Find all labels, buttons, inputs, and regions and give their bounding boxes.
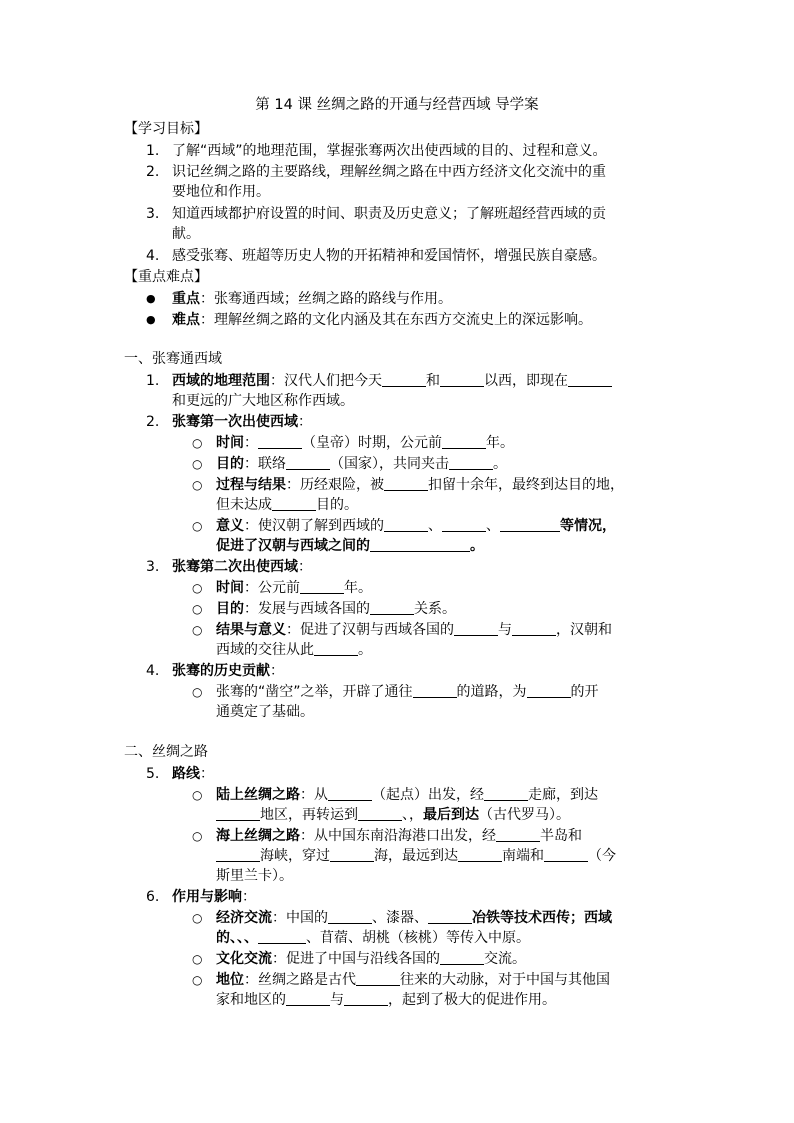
objective-number: 2. (146, 164, 160, 180)
sub-item-time (192, 434, 514, 454)
sub-item-text: 、， (402, 807, 423, 823)
fill-blank[interactable] (442, 434, 486, 449)
fill-blank[interactable] (216, 847, 260, 862)
item-text: ： (242, 889, 256, 905)
sub-item-text: 关系。 (414, 601, 456, 617)
section-1-heading: 一、张骞通西域 (124, 351, 222, 367)
item-text: ：汉代人们把今天 (270, 373, 382, 389)
fill-blank[interactable] (258, 929, 306, 944)
fill-blank[interactable] (544, 847, 588, 862)
item-label: 张骞第一次出使西域 (172, 414, 298, 430)
sub-item-text: ： (244, 435, 258, 451)
fill-blank[interactable] (356, 971, 400, 986)
sub-item-label: 时间 (216, 580, 244, 596)
sub-item-label: 时间 (216, 435, 244, 451)
fill-blank[interactable] (370, 600, 414, 615)
item-5 (146, 765, 214, 785)
fill-blank[interactable] (258, 434, 302, 449)
sub-item-text: 往来的大动脉，对于中国与其他国 (400, 972, 610, 988)
sub-item-text: 。 (493, 456, 507, 472)
sub-item-text: 半岛和 (540, 828, 582, 844)
sub-item-text: ：促进了中国与沿线各国的 (272, 951, 440, 967)
circle-bullet-icon: ○ (192, 457, 203, 471)
sub-item-text: 最后到达 (423, 807, 479, 823)
fill-blank[interactable] (272, 496, 316, 511)
circle-bullet-icon: ○ (192, 602, 203, 616)
sub-item-text: 地区，再转运到 (260, 807, 358, 823)
sub-item-text: 南端和 (502, 848, 544, 864)
sub-item-meaning-continued (216, 537, 484, 557)
fill-blank[interactable] (382, 372, 426, 387)
sub-item-text: 扣留十余年，最终到达目的地， (428, 477, 624, 493)
item-number: 5. (146, 766, 160, 782)
fill-blank[interactable] (413, 683, 457, 698)
item-label: 作用与影响 (172, 889, 242, 905)
fill-blank[interactable] (454, 621, 498, 636)
item-6 (146, 888, 256, 908)
circle-bullet-icon: ○ (192, 829, 203, 843)
fill-blank[interactable] (496, 827, 540, 842)
objective-text: 知道西域都护府设置的时间、职责及历史意义；了解班超经营西域的贡 (172, 206, 606, 222)
objective-1 (146, 142, 607, 162)
item-number: 4. (146, 663, 160, 679)
item-text: ： (298, 414, 312, 430)
sub-item-text: ，起到了极大的促进作用。 (388, 992, 556, 1008)
fill-blank[interactable] (328, 786, 372, 801)
sub-item-text: 、漆器、 (372, 910, 428, 926)
sub-item-result-2 (192, 621, 612, 641)
sub-item-text: ：使汉朝了解到西域的 (244, 518, 384, 534)
sub-item-contribution (192, 683, 599, 703)
fill-blank[interactable] (458, 847, 502, 862)
circle-bullet-icon: ○ (192, 519, 203, 533)
item-text: 和 (426, 373, 440, 389)
sub-item-text: ：丝绸之路是古代 (244, 972, 356, 988)
sub-item-text: ：公元前 (244, 580, 300, 596)
sub-item-contribution-continued: 通奠定了基础。 (216, 704, 314, 720)
sub-item-text: 。 (358, 642, 372, 658)
sub-item-cultural-exchange (192, 950, 526, 970)
item-4 (146, 662, 284, 682)
item-text: ： (200, 766, 214, 782)
sub-item-text: 的、、、 (216, 930, 258, 946)
item-text: ： (298, 559, 312, 575)
objective-2-continued: 要地位和作用。 (172, 184, 270, 200)
objective-number: 4. (146, 248, 160, 264)
item-label: 张骞的历史贡献 (172, 663, 270, 679)
sub-item-label: 文化交流 (216, 951, 272, 967)
item-label: 路线 (172, 766, 200, 782)
sub-item-text: 但未达成 (216, 497, 272, 513)
circle-bullet-icon: ○ (192, 911, 203, 925)
section-2-heading: 二、丝绸之路 (124, 744, 208, 760)
sub-item-land-route-continued (216, 806, 570, 826)
sub-item-text: 家和地区的 (216, 992, 286, 1008)
sub-item-text: （古代罗马）。 (479, 807, 570, 823)
sub-item-text: 走廊，到达 (528, 787, 598, 803)
sub-item-text: ：促进了汉朝与西域各国的 (286, 622, 454, 638)
objective-2 (146, 163, 606, 183)
objectives-heading: 【学习目标】 (124, 121, 208, 137)
sub-item-text: ：历经艰险，被 (286, 477, 384, 493)
sub-item-sea-route-continued (216, 847, 616, 867)
fill-blank[interactable] (328, 909, 372, 924)
sub-item-land-route (192, 786, 598, 806)
fill-blank[interactable] (358, 806, 402, 821)
keypoint-1 (146, 290, 452, 310)
sub-item-result-2-continued (216, 641, 372, 661)
item-label: 张骞第二次出使西域 (172, 559, 298, 575)
objective-text: 感受张骞、班超等历史人物的开拓精神和爱国情怀，增强民族自豪感。 (172, 248, 606, 264)
item-number: 1. (146, 373, 160, 389)
fill-blank[interactable] (286, 991, 330, 1006)
fill-blank[interactable] (527, 683, 571, 698)
sub-item-text: ：从中国东南沿海港口出发，经 (300, 828, 496, 844)
fill-blank[interactable] (314, 641, 358, 656)
item-number: 2. (146, 414, 160, 430)
fill-blank[interactable] (286, 455, 330, 470)
fill-blank[interactable] (216, 806, 260, 821)
keypoint-label: 重点 (172, 291, 200, 307)
fill-blank[interactable] (300, 579, 344, 594)
keypoint-text: ：张骞通西域；丝绸之路的路线与作用。 (200, 291, 452, 307)
sub-item-text: 、 (428, 518, 442, 534)
sub-item-purpose-2 (192, 600, 456, 620)
fill-blank[interactable] (428, 909, 472, 924)
item-text: 以西，即现在 (484, 373, 568, 389)
sub-item-text: 。 (470, 538, 484, 554)
circle-bullet-icon: ○ (192, 952, 203, 966)
sub-item-text: 与 (498, 622, 512, 638)
sub-item-text: （今 (588, 848, 616, 864)
keypoint-text: ：理解丝绸之路的文化内涵及其在东西方交流史上的深远影响。 (200, 312, 592, 328)
sub-item-label: 陆上丝绸之路 (216, 787, 300, 803)
sub-item-text: 冶铁等技术西传；西域 (472, 910, 612, 926)
fill-blank[interactable] (442, 517, 486, 532)
sub-item-text: （起点）出发，经 (372, 787, 484, 803)
circle-bullet-icon: ○ (192, 623, 203, 637)
sub-item-text: 与 (330, 992, 344, 1008)
circle-bullet-icon: ○ (192, 973, 203, 987)
sub-item-label: 意义 (216, 518, 244, 534)
item-number: 6. (146, 889, 160, 905)
sub-item-label: 目的 (216, 601, 244, 617)
objective-number: 3. (146, 206, 160, 222)
keypoint-2 (146, 311, 592, 331)
circle-bullet-icon: ○ (192, 788, 203, 802)
sub-item-label: 结果与意义 (216, 622, 286, 638)
sub-item-status (192, 971, 610, 991)
circle-bullet-icon: ○ (192, 581, 203, 595)
sub-item-text: 张骞的“凿空”之举，开辟了通往 (216, 684, 413, 700)
fill-blank[interactable] (568, 372, 612, 387)
sub-item-status-continued (216, 991, 556, 1011)
sub-item-text: ：从 (300, 787, 328, 803)
sub-item-sea-route-continued-2: 斯里兰卡）。 (216, 868, 293, 884)
item-number: 3. (146, 559, 160, 575)
sub-item-label: 目的 (216, 456, 244, 472)
sub-item-text: 交流。 (484, 951, 526, 967)
objective-3 (146, 205, 606, 225)
fill-blank[interactable] (484, 786, 528, 801)
sub-item-time-2 (192, 579, 372, 599)
keypoints-heading: 【重点难点】 (124, 269, 208, 285)
sub-item-text: 促进了汉朝与西域之间的 (216, 538, 370, 554)
sub-item-meaning (192, 517, 616, 537)
objective-text: 了解“西域”的地理范围，掌握张骞两次出使西域的目的、过程和意义。 (172, 143, 607, 159)
fill-blank[interactable] (384, 517, 428, 532)
sub-item-text: 目的。 (316, 497, 358, 513)
fill-blank[interactable] (500, 517, 560, 532)
item-3 (146, 558, 312, 578)
sub-item-text: （皇帝）时期，公元前 (302, 435, 442, 451)
sub-item-text: 、苜蓿、胡桃（核桃）等传入中原。 (306, 930, 530, 946)
item-text: ： (270, 663, 284, 679)
sub-item-label: 地位 (216, 972, 244, 988)
sub-item-label: 经济交流 (216, 910, 272, 926)
fill-blank[interactable] (512, 621, 556, 636)
sub-item-text: 西域的交往从此 (216, 642, 314, 658)
sub-item-text: 的道路，为 (456, 684, 527, 700)
sub-item-text: ，汉朝和 (556, 622, 612, 638)
sub-item-text: 等情况， (560, 518, 616, 534)
fill-blank[interactable] (449, 455, 493, 470)
page-title: 第 14 课 丝绸之路的开通与经营西域 导学案 (255, 97, 539, 113)
fill-blank[interactable] (370, 537, 470, 552)
keypoint-label: 难点 (172, 312, 200, 328)
item-1 (146, 372, 612, 392)
sub-item-text: 年。 (344, 580, 372, 596)
sub-item-sea-route (192, 827, 582, 847)
fill-blank[interactable] (330, 847, 374, 862)
fill-blank[interactable] (440, 950, 484, 965)
objective-4 (146, 247, 606, 267)
sub-item-purpose (192, 455, 507, 475)
fill-blank[interactable] (440, 372, 484, 387)
circle-bullet-icon: ○ (192, 478, 203, 492)
sub-item-process (192, 476, 624, 496)
item-1-continued: 和更远的广大地区称作西域。 (172, 393, 354, 409)
fill-blank[interactable] (384, 476, 428, 491)
sub-item-text: 海峡，穿过 (260, 848, 330, 864)
objective-number: 1. (146, 143, 160, 159)
fill-blank[interactable] (344, 991, 388, 1006)
item-label: 西域的地理范围 (172, 373, 270, 389)
sub-item-text: 年。 (486, 435, 514, 451)
sub-item-text: （国家），共同夹击 (330, 456, 449, 472)
bullet-icon: ● (146, 292, 156, 305)
sub-item-process-continued (216, 496, 358, 516)
sub-item-text: 的开 (570, 684, 599, 700)
item-2 (146, 413, 312, 433)
sub-item-text: ：发展与西域各国的 (244, 601, 370, 617)
sub-item-economic-exchange (192, 909, 612, 929)
objective-text: 识记丝绸之路的主要路线，理解丝绸之路在中西方经济文化交流中的重 (172, 164, 606, 180)
sub-item-text: ：联络 (244, 456, 286, 472)
circle-bullet-icon: ○ (192, 436, 203, 450)
objective-3-continued: 献。 (172, 226, 200, 242)
sub-item-label: 过程与结果 (216, 477, 286, 493)
sub-item-economic-exchange-continued (216, 929, 530, 949)
sub-item-text: 海，最远到达 (374, 848, 458, 864)
sub-item-text: 、 (486, 518, 500, 534)
circle-bullet-icon: ○ (192, 685, 203, 699)
bullet-icon: ● (146, 313, 156, 326)
sub-item-text: ：中国的 (272, 910, 328, 926)
sub-item-label: 海上丝绸之路 (216, 828, 300, 844)
